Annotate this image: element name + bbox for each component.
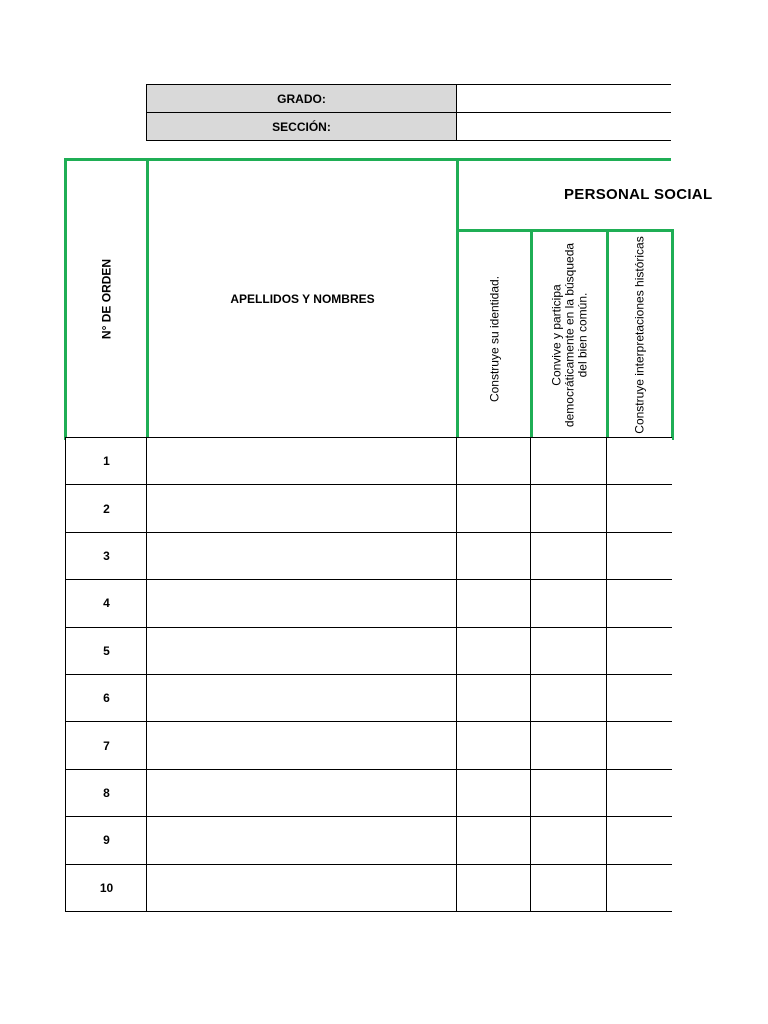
row-competency-2-cell[interactable] — [530, 864, 608, 912]
row-competency-2-cell[interactable] — [530, 532, 608, 580]
row-competency-1-cell[interactable] — [456, 437, 532, 485]
competency-2-line-2: democráticamente en la búsqueda — [562, 242, 576, 427]
row-competency-1-cell[interactable] — [456, 674, 532, 722]
row-number: 9 — [103, 833, 110, 848]
competency-1-text — [488, 276, 501, 402]
row-name-cell[interactable] — [146, 627, 458, 675]
competency-column-1 — [456, 229, 533, 440]
row-name-cell[interactable] — [146, 769, 458, 817]
row-competency-2-cell[interactable] — [530, 674, 608, 722]
row-number-cell — [65, 864, 148, 912]
row-number: 3 — [103, 548, 110, 563]
competency-column-2 — [530, 229, 609, 440]
table-row — [65, 437, 671, 485]
table-row — [65, 816, 671, 864]
row-number: 8 — [103, 785, 110, 800]
row-competency-1-cell[interactable] — [456, 484, 532, 532]
row-name-cell[interactable] — [146, 532, 458, 580]
competency-2-text — [550, 242, 589, 426]
grade-label — [146, 84, 457, 113]
row-number-cell — [65, 627, 148, 675]
row-number: 5 — [103, 643, 110, 658]
row-competency-2-cell[interactable] — [530, 579, 608, 627]
table-row — [65, 532, 671, 580]
row-competency-2-cell[interactable] — [530, 769, 608, 817]
row-competency-1-cell[interactable] — [456, 579, 532, 627]
row-number-cell — [65, 579, 148, 627]
order-header-cell — [64, 158, 149, 440]
row-competency-3-cell[interactable] — [606, 816, 672, 864]
row-number: 7 — [103, 738, 110, 753]
row-competency-3-cell[interactable] — [606, 484, 672, 532]
row-competency-3-cell[interactable] — [606, 674, 672, 722]
names-header-cell — [146, 158, 459, 440]
row-name-cell[interactable] — [146, 816, 458, 864]
row-competency-1-cell[interactable] — [456, 532, 532, 580]
row-number-cell — [65, 532, 148, 580]
row-number: 2 — [103, 501, 110, 516]
section-label — [146, 112, 457, 141]
row-name-cell[interactable] — [146, 484, 458, 532]
row-competency-1-cell[interactable] — [456, 627, 532, 675]
row-competency-1-cell[interactable] — [456, 816, 532, 864]
competency-1-line-1: Construye su identidad. — [487, 275, 501, 402]
order-header: N° DE ORDEN — [99, 258, 113, 340]
row-competency-3-cell[interactable] — [606, 437, 672, 485]
row-number-cell — [65, 816, 148, 864]
row-competency-1-cell[interactable] — [456, 864, 532, 912]
row-number-cell — [65, 437, 148, 485]
row-number-cell — [65, 674, 148, 722]
row-competency-1-cell[interactable] — [456, 769, 532, 817]
row-number: 4 — [103, 596, 110, 611]
row-name-cell[interactable] — [146, 721, 458, 769]
names-header: APELLIDOS Y NOMBRES — [230, 292, 375, 306]
grade-label-text: GRADO: — [277, 91, 326, 106]
row-competency-3-cell[interactable] — [606, 721, 672, 769]
area-header-cell — [456, 158, 713, 232]
row-competency-3-cell[interactable] — [606, 864, 672, 912]
grade-field[interactable] — [456, 84, 671, 113]
competency-3-line-1: Construye interpretaciones históricas — [632, 235, 647, 434]
row-name-cell[interactable] — [146, 864, 458, 912]
row-number-cell — [65, 484, 148, 532]
row-competency-3-cell[interactable] — [606, 627, 672, 675]
table-row — [65, 484, 671, 532]
competency-2-line-3: del bien común. — [575, 292, 589, 377]
row-number-cell — [65, 769, 148, 817]
table-row — [65, 579, 671, 627]
row-competency-2-cell[interactable] — [530, 816, 608, 864]
section-field[interactable] — [456, 112, 671, 141]
row-competency-2-cell[interactable] — [530, 484, 608, 532]
row-competency-3-cell[interactable] — [606, 532, 672, 580]
row-competency-3-cell[interactable] — [606, 769, 672, 817]
row-number: 1 — [103, 454, 110, 469]
table-row — [65, 769, 671, 817]
competency-column-3 — [606, 229, 674, 440]
row-number: 10 — [99, 880, 114, 895]
row-competency-3-cell[interactable] — [606, 579, 672, 627]
row-competency-1-cell[interactable] — [456, 721, 532, 769]
area-title: PERSONAL SOCIAL — [564, 186, 713, 203]
student-rows — [65, 437, 671, 913]
table-row — [65, 674, 671, 722]
table-row — [65, 721, 671, 769]
row-number-cell — [65, 721, 148, 769]
row-name-cell[interactable] — [146, 579, 458, 627]
row-name-cell[interactable] — [146, 674, 458, 722]
competency-2-line-1: Convive y participa — [549, 283, 563, 386]
row-competency-2-cell[interactable] — [530, 721, 608, 769]
section-label-text: SECCIÓN: — [272, 119, 331, 134]
competency-3-text — [634, 236, 647, 433]
table-row — [65, 627, 671, 675]
row-number: 6 — [103, 691, 110, 706]
row-competency-2-cell[interactable] — [530, 437, 608, 485]
row-competency-2-cell[interactable] — [530, 627, 608, 675]
table-row — [65, 864, 671, 912]
row-name-cell[interactable] — [146, 437, 458, 485]
